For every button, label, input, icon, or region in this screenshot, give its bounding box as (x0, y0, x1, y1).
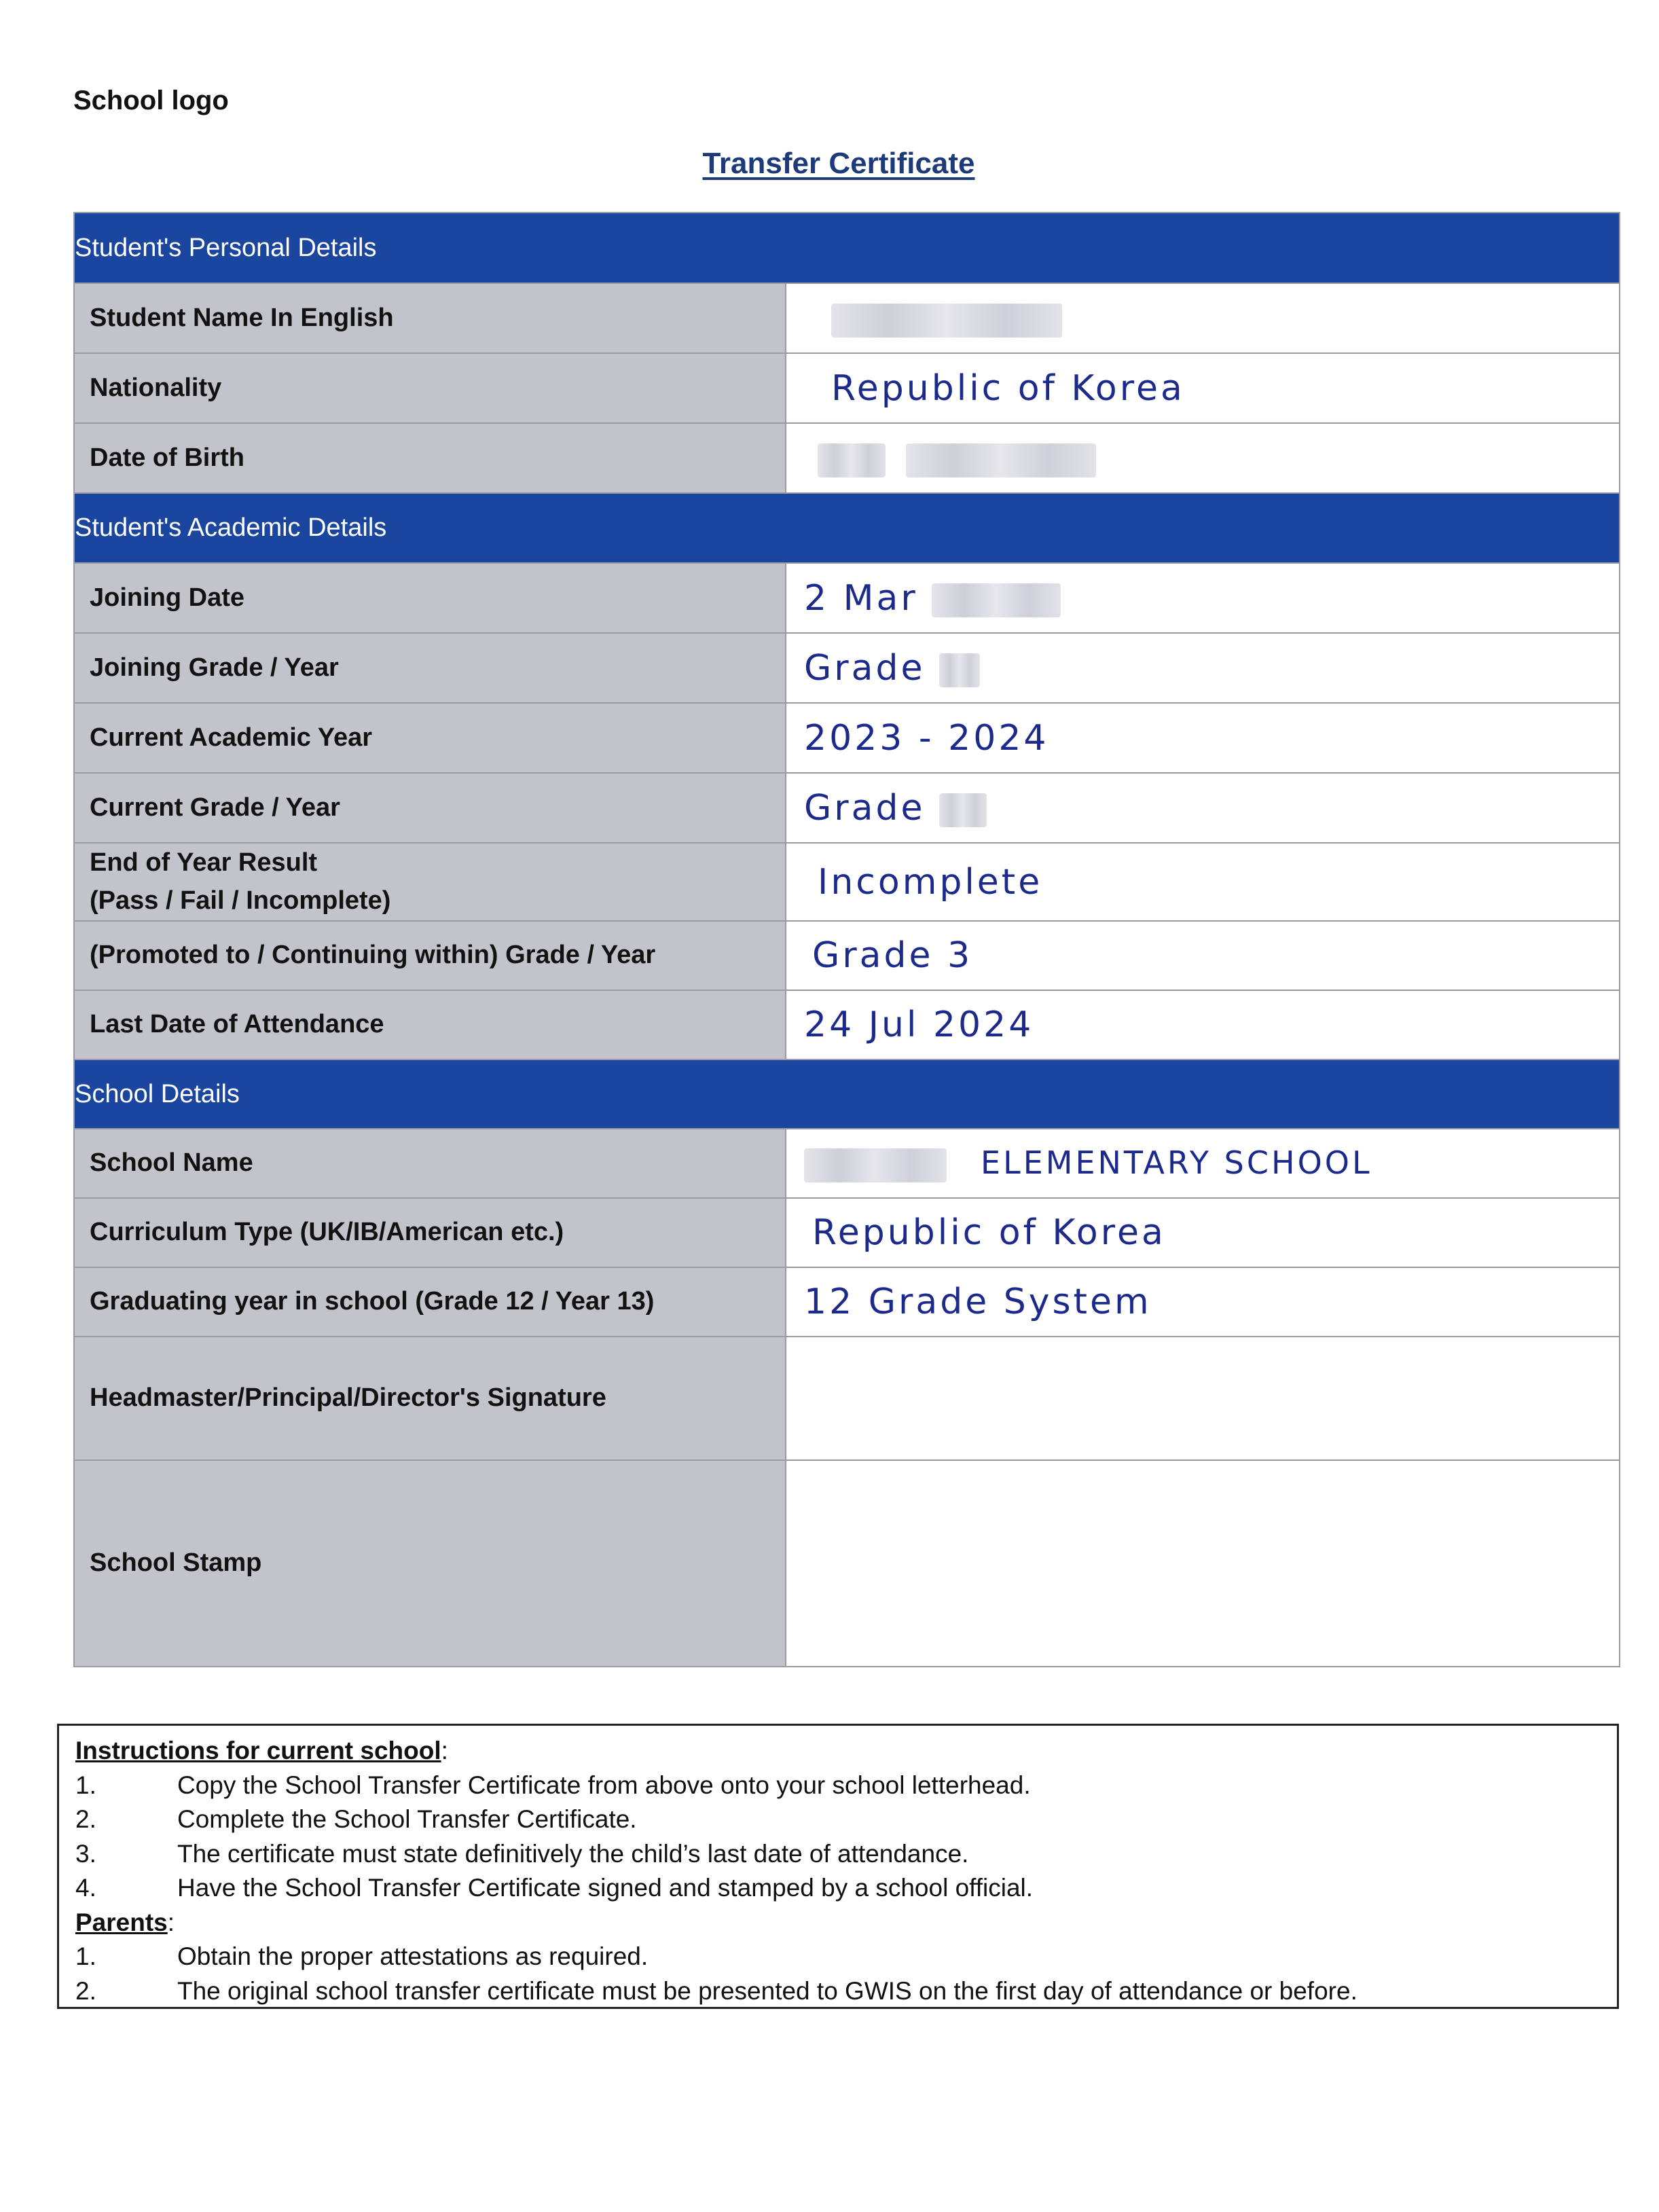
section-header-academic (74, 493, 1620, 563)
school-name-field: ELEMENTARY SCHOOL (786, 1129, 1620, 1198)
form-row (74, 423, 1620, 493)
form-row (74, 563, 1620, 633)
form-row (74, 1267, 1620, 1337)
transfer-certificate-form (73, 212, 1620, 1667)
list-number: 4. (75, 1874, 96, 1902)
redacted-block (818, 443, 886, 477)
field-label-line: (Pass / Fail / Incomplete) (90, 886, 391, 915)
school-stamp-field (786, 1460, 1620, 1667)
school-logo-placeholder: School logo (73, 86, 229, 115)
field-label: Headmaster/Principal/Director's Signature (74, 1337, 786, 1460)
instructions-heading-line: Instructions for current school: (75, 1737, 448, 1764)
section-header-school (74, 1059, 1620, 1129)
field-label (74, 843, 786, 921)
form-row (74, 990, 1620, 1059)
student-name-field (786, 283, 1620, 353)
section-header-personal (74, 213, 1620, 283)
end-of-year-result-field: Incomplete (786, 843, 1620, 921)
redacted-block (804, 1148, 947, 1182)
list-text: Obtain the proper attestations as required. (177, 1942, 649, 1970)
last-attendance-date-field: 24 Jul 2024 (786, 990, 1620, 1059)
form-row (74, 283, 1620, 353)
field-label: School Stamp (74, 1460, 786, 1667)
form-row (74, 773, 1620, 843)
list-text: The certificate must state definitively the child’s last date of attendance. (177, 1839, 969, 1868)
signature-field (786, 1337, 1620, 1460)
list-number: 3. (75, 1839, 96, 1868)
redacted-block (939, 653, 980, 687)
form-row (74, 633, 1620, 703)
list-number: 1. (75, 1942, 96, 1970)
field-label: Current Grade / Year (74, 773, 786, 843)
field-label-line: End of Year Result (90, 848, 318, 877)
joining-grade-field: Grade (786, 633, 1620, 703)
field-label: Joining Grade / Year (74, 633, 786, 703)
redacted-block (939, 793, 987, 827)
form-row (74, 1460, 1620, 1667)
joining-date-field: 2 Mar (786, 563, 1620, 633)
graduating-year-field: 12 Grade System (786, 1267, 1620, 1337)
form-row (74, 703, 1620, 773)
form-row (74, 1337, 1620, 1460)
form-row (74, 1129, 1620, 1198)
redacted-block (932, 583, 1061, 617)
section-title: Student's Academic Details (74, 493, 1620, 563)
field-label: Nationality (74, 353, 786, 423)
field-label: Last Date of Attendance (74, 990, 786, 1059)
list-item (75, 1940, 1603, 1974)
redacted-block (906, 443, 1096, 477)
promoted-grade-field: Grade 3 (786, 921, 1620, 990)
form-row (74, 353, 1620, 423)
field-label: Student Name In English (74, 283, 786, 353)
list-number: 2. (75, 1976, 96, 2005)
section-title: School Details (74, 1059, 1620, 1129)
redacted-block (831, 304, 1062, 338)
instructions-box (57, 1724, 1619, 2009)
list-item (75, 1837, 1603, 1872)
form-row (74, 921, 1620, 990)
list-text: Have the School Transfer Certificate signed and stamped by a school official. (177, 1874, 1034, 1902)
field-label: Current Academic Year (74, 703, 786, 773)
list-text: Complete the School Transfer Certificate. (177, 1805, 637, 1833)
list-item (75, 1871, 1603, 1906)
list-text: The original school transfer certificate must be presented to GWIS on the first day of attendance or before. (177, 1976, 1357, 2005)
field-label: Curriculum Type (UK/IB/American etc.) (74, 1198, 786, 1267)
date-of-birth-field (786, 423, 1620, 493)
field-label: Date of Birth (74, 423, 786, 493)
list-item (75, 1802, 1603, 1837)
nationality-field: Republic of Korea (786, 353, 1620, 423)
parents-heading-line: Parents: (75, 1908, 175, 1936)
current-academic-year-field: 2023 - 2024 (786, 703, 1620, 773)
field-label: (Promoted to / Continuing within) Grade / Year (74, 921, 786, 990)
list-item (75, 1769, 1603, 1803)
parents-instructions-heading: Parents (75, 1908, 168, 1936)
form-row (74, 1198, 1620, 1267)
curriculum-type-field: Republic of Korea (786, 1198, 1620, 1267)
list-number: 1. (75, 1771, 96, 1799)
school-instructions-heading: Instructions for current school (75, 1737, 441, 1764)
list-item (75, 1974, 1603, 2009)
list-number: 2. (75, 1805, 96, 1833)
list-text: Copy the School Transfer Certificate from above onto your school letterhead. (177, 1771, 1031, 1799)
form-row (74, 843, 1620, 921)
current-grade-field: Grade (786, 773, 1620, 843)
page-title: Transfer Certificate (702, 147, 975, 180)
field-label: Joining Date (74, 563, 786, 633)
field-label: School Name (74, 1129, 786, 1198)
field-label: Graduating year in school (Grade 12 / Year 13) (74, 1267, 786, 1337)
section-title: Student's Personal Details (74, 213, 1620, 283)
